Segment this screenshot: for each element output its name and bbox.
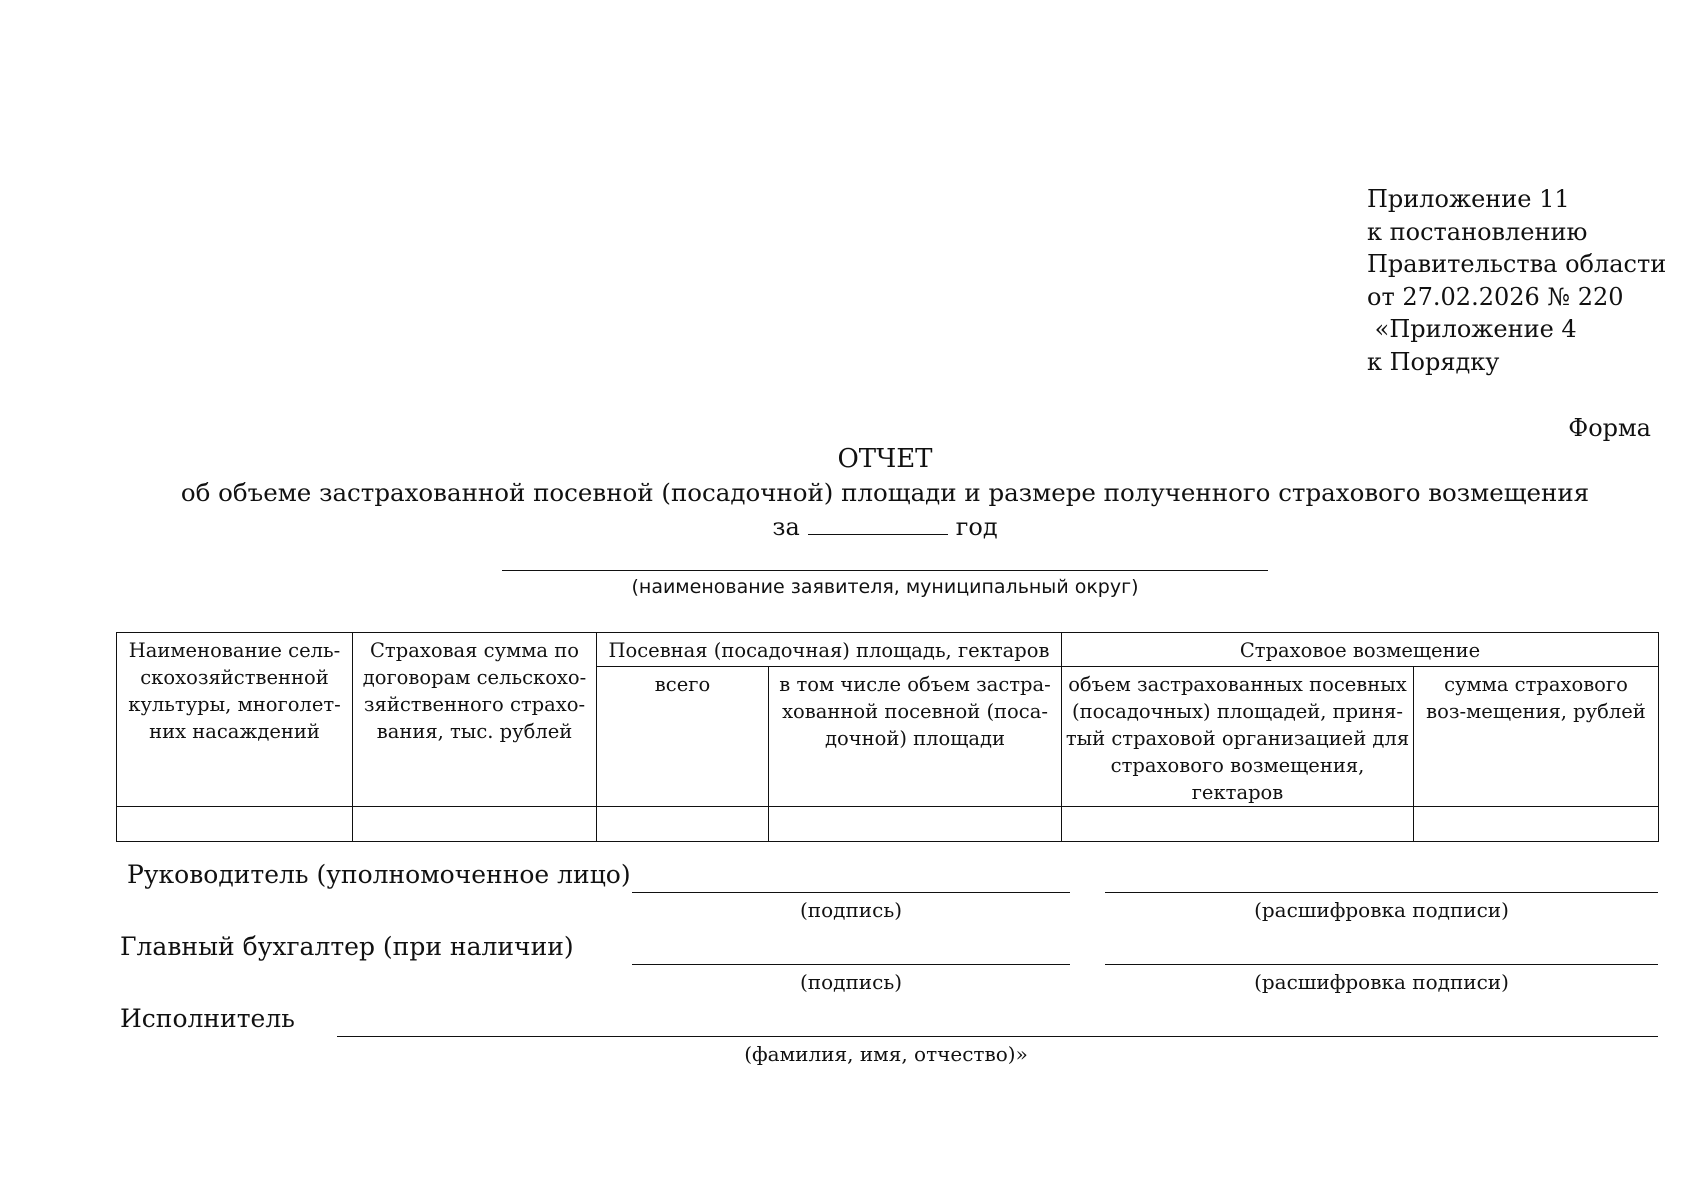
header-sown-area: Посевная (посадочная) площадь, гектаров [597, 633, 1062, 667]
header-compensation-area: объем застрахованных посевных (посадочных) площадей, приня-тый страховой организацией для страхового возмещения, гектаров [1062, 667, 1414, 807]
table-cell[interactable] [1062, 807, 1414, 842]
table-cell[interactable] [1414, 807, 1659, 842]
appendix-line: к Порядку [1367, 347, 1500, 376]
head-decoding-field[interactable] [1105, 892, 1658, 893]
table-cell[interactable] [769, 807, 1062, 842]
report-heading: ОТЧЕТ [837, 444, 933, 474]
appendix-line: Приложение 11 [1367, 185, 1570, 213]
applicant-field[interactable] [502, 570, 1268, 571]
executor-label: Исполнитель [120, 1004, 295, 1033]
accountant-signature-field[interactable] [632, 964, 1070, 965]
period-prefix: за [772, 513, 800, 541]
form-label: Форма [1568, 414, 1651, 442]
applicant-caption: (наименование заявителя, муниципальный округ) [631, 576, 1139, 598]
header-compensation: Страховое возмещение [1062, 633, 1659, 667]
table-cell[interactable] [117, 807, 353, 842]
decoding-caption: (расшифровка подписи) [1254, 970, 1509, 994]
header-area-insured: в том числе объем застра-хованной посевной (поса-дочной) площади [769, 667, 1062, 807]
report-period [0, 512, 1697, 541]
header-insured-sum: Страховая сумма по договорам сельскохо-зяйственного страхо-вания, тыс. рублей [353, 633, 597, 807]
year-field[interactable] [808, 512, 948, 535]
accountant-decoding-field[interactable] [1105, 964, 1658, 965]
executor-name-field[interactable] [337, 1036, 1658, 1037]
period-suffix: год [955, 513, 998, 541]
header-crop: Наименование сель-скохозяйственной культуры, многолет-них насаждений [117, 633, 353, 807]
header-area-total: всего [597, 667, 769, 807]
head-signature-field[interactable] [632, 892, 1070, 893]
appendix-line: «Приложение 4 [1367, 315, 1577, 343]
appendix-block [1367, 183, 1666, 378]
signature-caption: (подпись) [799, 970, 903, 994]
table-cell[interactable] [353, 807, 597, 842]
report-table [116, 632, 1659, 842]
head-label: Руководитель (уполномоченное лицо) [127, 860, 631, 889]
appendix-line: к постановлению [1367, 217, 1588, 246]
table-cell[interactable] [597, 807, 769, 842]
decoding-caption: (расшифровка подписи) [1254, 898, 1509, 922]
accountant-label: Главный бухгалтер (при наличии) [120, 932, 574, 961]
report-subtitle: об объеме застрахованной посевной (посадочной) площади и размере полученного страхового возмещения [180, 478, 1590, 507]
signature-caption: (подпись) [799, 898, 903, 922]
executor-caption: (фамилия, имя, отчество)» [744, 1042, 1028, 1066]
header-compensation-sum: сумма страхового воз-мещения, рублей [1414, 667, 1659, 807]
appendix-line: от 27.02.2026 № 220 [1367, 282, 1624, 311]
appendix-line: Правительства области [1367, 250, 1667, 278]
